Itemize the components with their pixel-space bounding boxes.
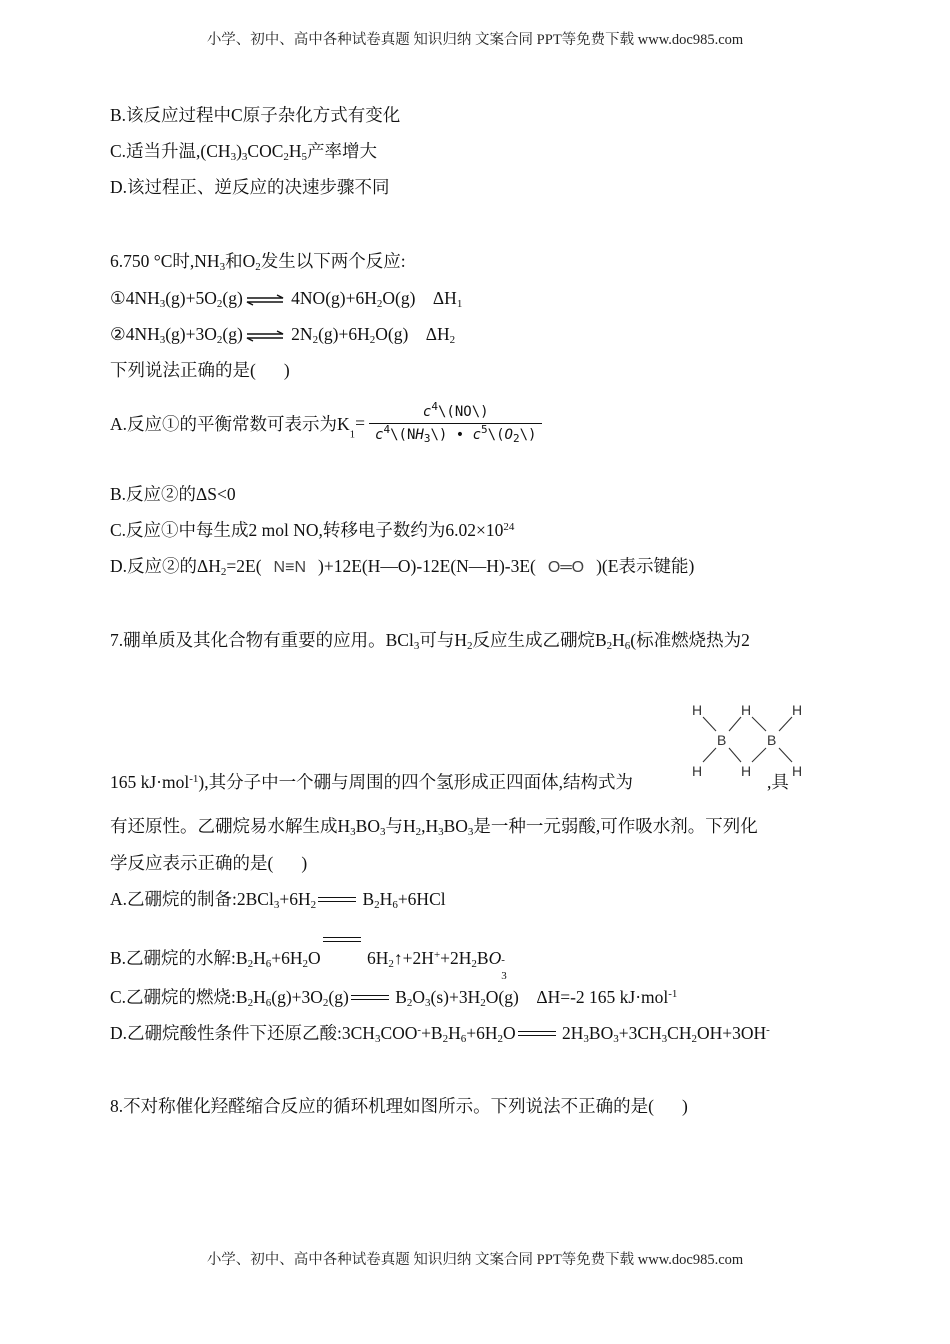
q6-reaction-2: $②4NH_3(g)+3O_2(g)$ $2N_2(g)+6H_2O(g)$ $\Delta H_2$ [110,324,456,346]
q7-stem-line4: 学反应表示正确的是( ) [110,853,308,873]
reversible-arrow-icon [245,294,285,306]
q5-option-b: B.该反应过程中C原子杂化方式有变化 [110,105,401,125]
svg-text:B: B [767,732,777,748]
diborane-structure [684,698,814,782]
svg-text:H: H [792,763,803,779]
q7-stem-line1: 7.硼单质及其化合物有重要的应用。BCl$_3$可与$H_2$反应生成乙硼烷$B_2H_6$(标准燃烧热为2 [110,630,750,652]
svg-text:B: B [717,732,727,748]
q7-option-b: B.乙硼烷的水解$:B_2H_6+6H_2O$ $6H_2↑+2H^++2H_2BO$ - 3 [110,936,509,969]
q7-stem-line2: 165 kJ·mol$^{-1}$),其分子中一个硼与周围的四个氢形成正四面体,结构式为 ,具 [110,772,789,792]
q6-stem: 6.750 °C时$,NH_3$和$O_2$发生以下两个反应: [110,251,406,273]
q6-reaction-1: $①4NH_3(g)+5O_2(g)$ $4NO(g)+6H_2O(g)$ $\Delta H_1$ [110,288,463,310]
equals-sign-icon [318,896,356,906]
o-double-bond-o: O═O [547,559,585,576]
page-header: 小学、初中、高中各种试卷真题 知识归纳 文案合同 PPT等免费下载 www.doc985.com [206,32,744,48]
page-footer: 小学、初中、高中各种试卷真题 知识归纳 文案合同 PPT等免费下载 www.doc985.com [206,1252,744,1268]
q6-option-b: B.反应②的ΔS<0 [110,484,236,504]
equilibrium-constant-fraction: $\frac{c^4\backslash(NO\backslash)}{c^4\backslash(NH_3\backslash) • c^5\backslash(O_2\backslash)}$ [369,404,542,443]
svg-text:H: H [692,702,703,718]
q8-stem: 8.不对称催化羟醛缩合反应的循环机理如图所示。下列说法不正确的是( ) [110,1096,688,1116]
equals-sign-icon [351,994,389,1004]
q7-option-c: C.乙硼烷的燃烧$:B_2H_6(g)+3O_2(g)$ $B_2O_3(s)+3H_2O(g)$ ΔH=-2 165 kJ·mol$^{-1}$ [110,987,678,1009]
equals-sign-icon [323,936,361,946]
q6-option-a: A.反应①的平衡常数可表示为$K_1=$ $\frac{c^4\backslash(NO\backslash)}{c^4\backslash(NH_3\backslash) • c^5\backslash(O_2\backslash)}$ [110,404,542,443]
q5-option-d: D.该过程正、逆反应的决速步骤不同 [110,177,390,197]
q6-option-d: D.反应②的$\Delta H_2=2E$( N≡N )+12E(H—O)-12E(N—H)-3E( O═O )(E表示键能) [110,556,695,578]
svg-text:H: H [741,702,752,718]
q7-option-a: A.乙硼烷的制备$:2BCl_3+6H_2$ $B_2H_6+6HCl$ [110,889,446,911]
q5-option-c: C.适当升温$,(CH_3)_3COC_2H_5$产率增大 [110,141,378,163]
equals-sign-icon [518,1030,556,1040]
svg-text:H: H [741,763,752,779]
n-triple-bond-n: N≡N [273,559,306,576]
q6-question: 下列说法正确的是( ) [110,360,290,380]
q7-stem-line3: 有还原性。乙硼烷易水解生成$H_3BO_3$与$H_2,H_3BO_3$是一种一元弱酸,可作吸水剂。下列化 [110,816,758,838]
svg-text:H: H [692,763,703,779]
reversible-arrow-icon [245,330,285,342]
svg-text:H: H [792,702,803,718]
q6-option-c: C.反应①中每生成2 mol NO,转移电子数约为$6.02\times 10^{24}$ [110,520,515,540]
q7-option-d: D.乙硼烷酸性条件下还原乙酸$:3CH_3COO^-+B_2H_6+6H_2O$ $2H_3BO_3+3CH_3CH_2OH+3OH^-$ [110,1023,770,1045]
